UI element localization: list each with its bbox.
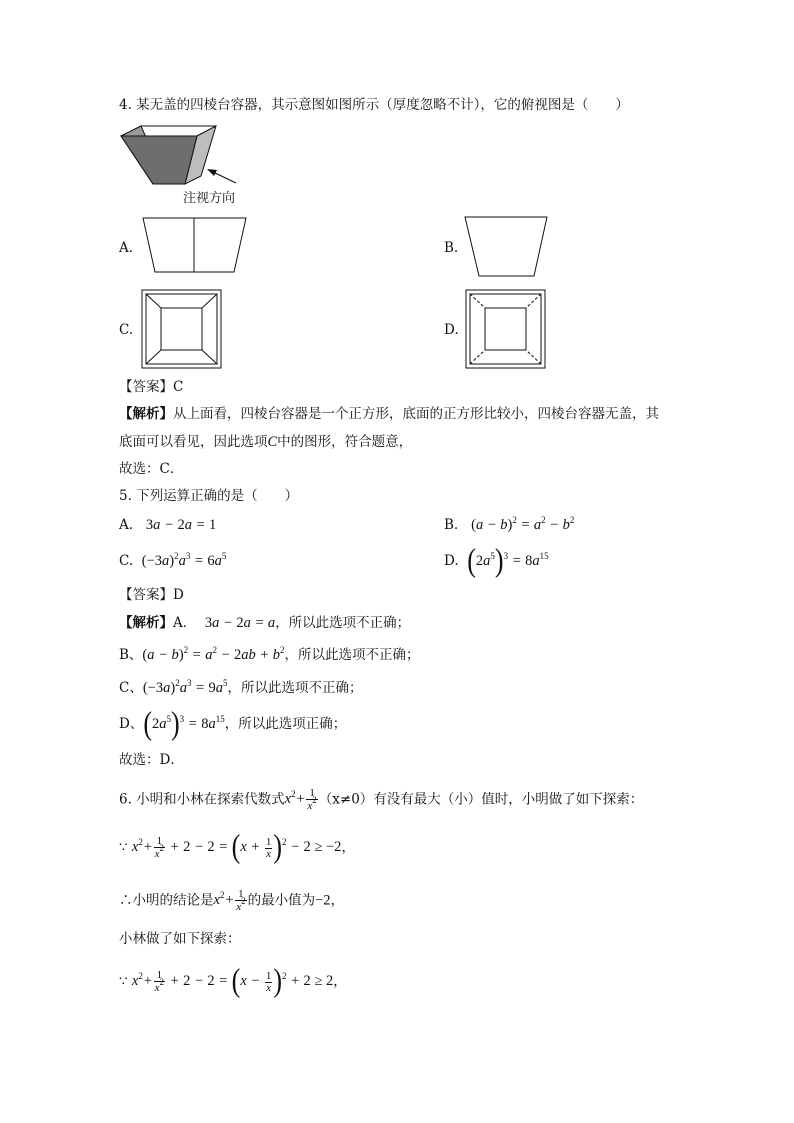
analysis-text: ，所以此选项不正确；: [284, 647, 420, 663]
q6-lin-intro: 小林做了如下探索：: [119, 931, 241, 947]
option-label: D.: [444, 553, 459, 569]
analysis-label: A．: [173, 615, 197, 631]
analysis-label: C、: [119, 680, 143, 696]
q5-analysis-c: C、$(-3a)^2a^3 = 9a^5$，所以此选项不正确；: [119, 678, 363, 696]
q4-option-b-label: B.: [444, 240, 459, 256]
q4-option-c-label: C.: [119, 322, 134, 338]
q4-stem: 4. 某无盖的四棱台容器，其示意图如图所示（厚度忽略不计），它的俯视图是（ ）: [119, 97, 629, 113]
q5-analysis-b: B、$(a - b)^2 = a^2 - 2ab + b^2$，所以此选项不正确；: [119, 645, 420, 663]
because-symbol: ∵: [119, 839, 128, 856]
frustum-figure: [118, 124, 248, 190]
analysis-text: ，所以此选项正确；: [224, 716, 347, 732]
analysis-text: ，所以此选项不正确；: [275, 615, 411, 631]
q6-condition: （x≠0）: [318, 791, 374, 808]
q4-option-a-figure: [140, 215, 250, 273]
q6-text: 小明的结论是: [132, 892, 214, 909]
option-label: A.: [119, 517, 134, 533]
q4-option-c-figure: [140, 288, 224, 370]
q5-option-c: C. $(-3a)^2a^3 = 6a^5$: [119, 551, 227, 569]
min-value: −2: [315, 892, 331, 909]
analysis-text: 中的图形，符合题意，: [277, 434, 413, 450]
analysis-text: ，所以此选项不正确；: [227, 680, 363, 696]
option-label: B.: [444, 517, 459, 533]
q4-option-b-figure: [462, 215, 552, 278]
q6-stem-text: 有没有最大（小）值时，小明做了如下探索：: [373, 791, 644, 808]
q5-conclusion: 故选：D．: [119, 752, 184, 768]
q4-analysis-line-1: [119, 404, 659, 424]
q4-answer: 【答案】C: [119, 379, 184, 395]
math-var: C: [267, 434, 278, 450]
q5-analysis-a: 【解析】A． 3a − 2a = a，所以此选项不正确；: [119, 615, 411, 631]
q5-option-b: B. $(a - b)^2 = a^2 - b^2$: [444, 515, 575, 533]
analysis-label: B、: [119, 647, 143, 663]
q5-option-a: A. 3a − 2a = 1: [119, 517, 217, 533]
q5-stem: 5. 下列运算正确的是（ ）: [119, 488, 299, 504]
q6-text: 的最小值为: [247, 892, 316, 909]
q6-stem: 6. 小明和小林在探索代数式$x^2+$ $\frac{1}{x^2}$ （x≠0）有没有最大（小）值时，小明做了如下探索：: [119, 787, 644, 812]
q4-option-d-label: D.: [444, 322, 459, 338]
q6-stem-text: 6. 小明和小林在探索代数式: [119, 791, 285, 808]
analysis-text: 从上面看，四棱台容器是一个正方形，底面的正方形比较小，四棱台容器无盖，其: [173, 406, 659, 422]
therefore-symbol: ∴: [119, 892, 133, 909]
q5-answer: 【答案】D: [119, 587, 184, 603]
q4-option-a-label: A.: [119, 240, 134, 256]
q6-ming-step: ∵ $x^2+$ $\frac{1}{x^2}$ + 2 − 2 = (x + $\frac{1}{x}$ )$^2$ − 2 ≥ −2，: [119, 828, 355, 865]
analysis-tag: 【解析】: [119, 615, 173, 631]
q5-option-d: D. $(2a^5)^3 = 8a^{15}$: [444, 542, 549, 579]
option-label: C.: [119, 553, 134, 569]
q6-ming-conclusion: ∴小明的结论是$x^2+$ $\frac{1}{x^2}$ 的最小值为−2，: [119, 888, 345, 913]
q4-conclusion: 故选：C．: [119, 461, 184, 477]
q4-analysis-line-2: [119, 432, 412, 452]
q5-analysis-d: D、$(2a^5)^3 = 8a^{15}$，所以此选项正确；: [119, 705, 347, 742]
because-symbol: ∵: [119, 973, 128, 990]
q6-lin-step: ∵ $x^2+$ $\frac{1}{x^2}$ + 2 − 2 = (x − $\frac{1}{x}$ )$^2$ + 2 ≥ 2，: [119, 962, 347, 999]
view-direction-label: 注视方向: [183, 191, 236, 206]
analysis-tag: 【解析】: [119, 406, 173, 422]
analysis-text: 底面可以看见，因此选项: [119, 434, 268, 450]
q4-option-d-figure: [464, 288, 548, 370]
analysis-label: D、: [119, 716, 144, 732]
